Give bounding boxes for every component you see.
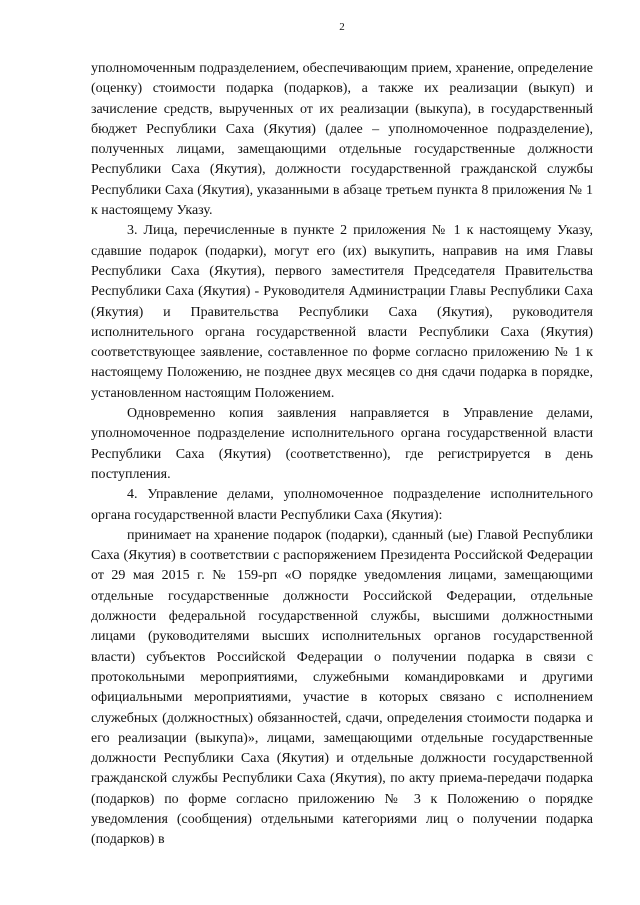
paragraph-copy-notice: Одновременно копия заявления направляется в Управление делами, уполномоченное подразделение исполнительного органа государственной власти Республики Саха (Якутия) (соответственно), где регистрируется в день поступления. xyxy=(91,406,593,482)
page-number: 2 xyxy=(339,21,345,33)
document-body xyxy=(91,59,593,851)
paragraph-item-4-duties: принимает на хранение подарок (подарки), сданный (ые) Главой Республики Саха (Якутия) в соответствии с распоряжением Президента Российской Федерации от 29 мая 2015 г. № 159-рп «О порядке уведомления лицами, замещающими отдельные государственные должности Российской Федерации, отдельные должности федеральной государственной службы, высшими должностными лицами (руководителями высших исполнительных органов государственной власти) субъектов Российской Федерации о получении подарка в связи с протокольными мероприятиями, служебными командировками и другими официальными мероприятиями, участие в которых связано с исполнением служебных (должностных) обязанностей, сдачи, определения стоимости подарка и его реализации (выкупа)», лицами, замещающими отдельные государственные должности Республики Саха (Якутия) и отдельные должности государственной гражданской службы Республики Саха (Якутия), по акту приема-передачи подарка (подарков) по форме согласно приложению № 3 к Положению о порядке уведомления (сообщения) отдельными категориями лиц о получении подарка (подарков) в xyxy=(91,527,593,848)
paragraph-item-3: 3. Лица, перечисленные в пункте 2 приложения № 1 к настоящему Указу, сдавшие подарок (подарки), могут его (их) выкупить, направив на имя Главы Республики Саха (Якутия), первого заместителя Председателя Правительства Республики Саха (Якутия) - Руководителя Администрации Главы Республики Саха (Якутия) и Правительства Республики Саха (Якутия), руководителя исполнительного органа государственной власти Республики Саха (Якутия) соответствующее заявление, составленное по форме согласно приложению № 1 к настоящему Положению, не позднее двух месяцев со дня сдачи подарка в порядке, установленном настоящим Положением. xyxy=(91,223,593,401)
paragraph-continuation: уполномоченным подразделением, обеспечивающим прием, хранение, определение (оценку) стоимости подарка (подарков), а также их реализации (выкуп) и зачисление средств, вырученных от их реализации (выкупа), в государственный бюджет Республики Саха (Якутия) (далее – уполномоченное подразделение), полученных лицами, замещающими отдельные государственные должности Республики Саха (Якутия), должности государственной гражданской службы Республики Саха (Якутия), указанными в абзаце третьем пункта 8 приложения № 1 к настоящему Указу. xyxy=(91,61,593,219)
paragraph-item-4: 4. Управление делами, уполномоченное подразделение исполнительного органа государственной власти Республики Саха (Якутия): xyxy=(91,487,593,523)
